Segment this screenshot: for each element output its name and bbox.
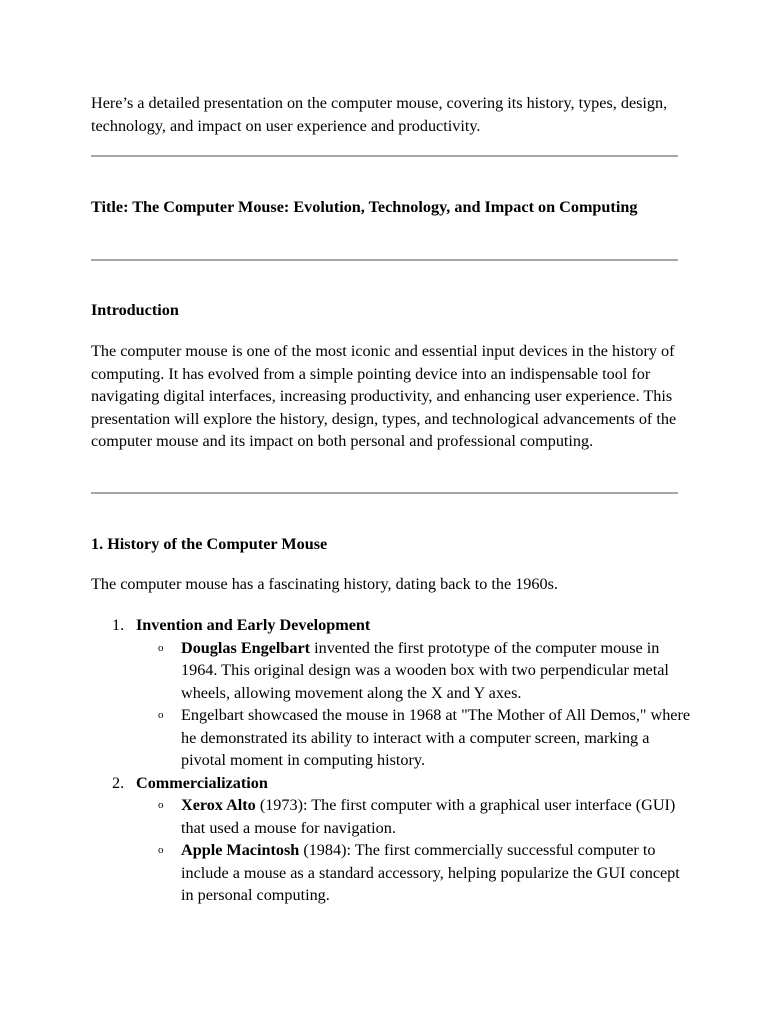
- intro-paragraph: Here’s a detailed presentation on the computer mouse, covering its history, types, design, technology, and impact on user experience and productivity.: [91, 94, 668, 135]
- horizontal-rule: [91, 155, 678, 157]
- list-item-title: Invention and Early Development: [136, 616, 371, 634]
- sub-list-item: o Engelbart showcased the mouse in 1968 at "The Mother of All Demos," where he demonstrated its ability to interact with a computer screen, marking a pivotal moment in computing history.: [158, 706, 691, 769]
- history-heading: 1. History of the Computer Mouse: [91, 535, 328, 553]
- sub-list-item: o Xerox Alto (1973): The first computer with a graphical user interface (GUI) that used a mouse for navigation.: [158, 796, 676, 837]
- horizontal-rule: [91, 259, 678, 261]
- sub-list: [91, 794, 691, 907]
- sub-list-item: o Douglas Engelbart invented the first prototype of the computer mouse in 1964. This original design was a wooden box with two perpendicular metal wheels, allowing movement along the X and Y axes.: [158, 638, 669, 702]
- list-number: 1.: [112, 616, 125, 634]
- sub-list: [91, 637, 691, 772]
- list-item-title: Commercialization: [136, 773, 268, 792]
- bullet-icon: o: [158, 709, 164, 721]
- document-title: Title: The Computer Mouse: Evolution, Technology, and Impact on Computing: [91, 198, 638, 216]
- bullet-icon: o: [158, 799, 164, 811]
- list-item: [91, 614, 691, 772]
- history-list: [91, 614, 691, 907]
- introduction-heading: Introduction: [91, 301, 179, 319]
- introduction-body: The computer mouse is one of the most iconic and essential input devices in the history of computing. It has evolved from a simple pointing device into an indispensable tool for navigating digital interfaces, increasing productivity, and enhancing user experience. This presentation will explore the history, design, types, and technological advancements of the computer mouse and its impact on both personal and professional computing.: [91, 342, 677, 450]
- list-number: 2.: [112, 773, 125, 792]
- list-item: [91, 772, 691, 907]
- history-lead: The computer mouse has a fascinating history, dating back to the 1960s.: [91, 575, 558, 593]
- sub-list-item: o Apple Macintosh (1984): The first commercially successful computer to include a mouse as a standard accessory, helping popularize the GUI concept in personal computing.: [158, 841, 680, 904]
- bullet-icon: o: [158, 844, 164, 856]
- bullet-icon: o: [158, 641, 164, 654]
- horizontal-rule: [91, 492, 678, 494]
